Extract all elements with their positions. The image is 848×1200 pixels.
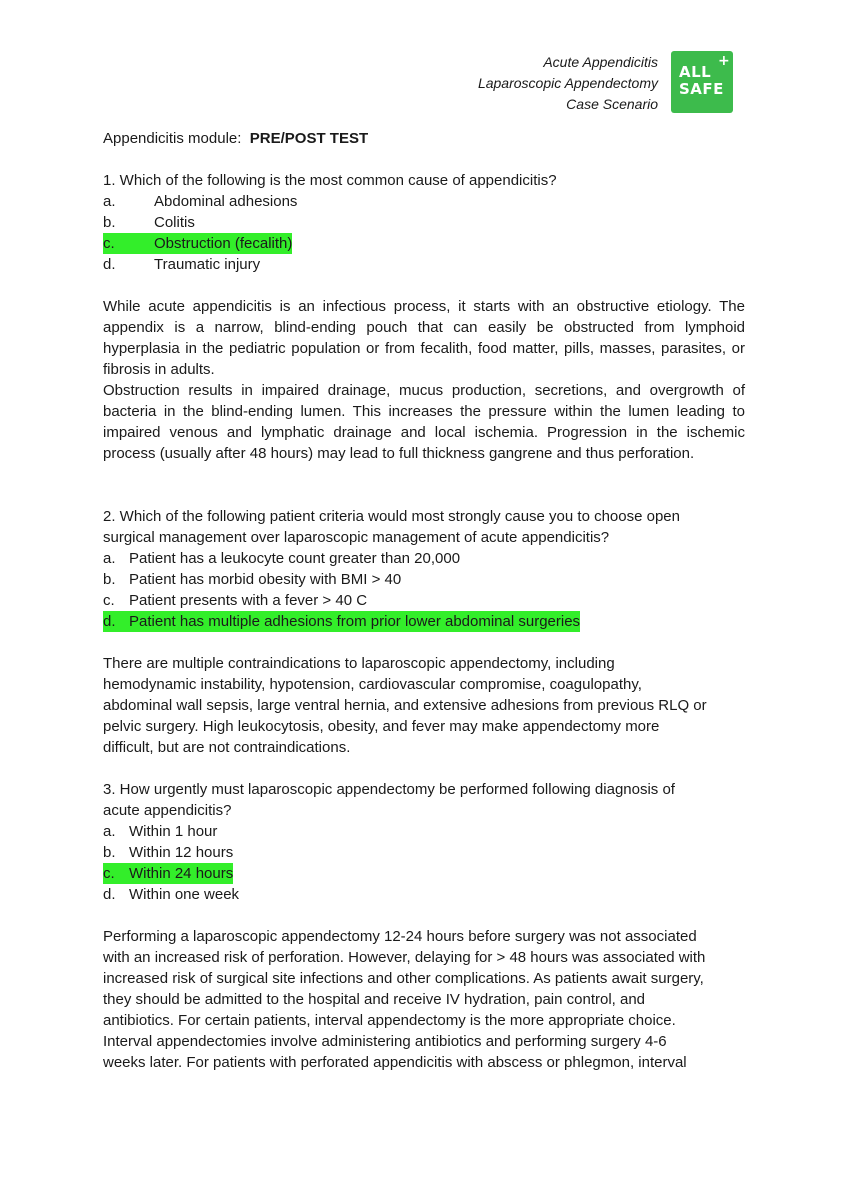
option-text: Colitis — [154, 214, 195, 231]
document-header — [478, 52, 658, 115]
option-letter: a. — [103, 193, 116, 210]
option-letter: b. — [103, 844, 116, 861]
q3-explanation-line-4: they should be admitted to the hospital and receive IV hydration, pain control, and — [103, 991, 646, 1008]
q2-explanation-line-2: hemodynamic instability, hypotension, cardiovascular compromise, coagulopathy, — [103, 676, 642, 693]
option-text: Within 12 hours — [129, 844, 234, 861]
q3-question-line-1: 3. How urgently must laparoscopic appendectomy be performed following diagnosis of — [103, 781, 675, 798]
q2-explanation-line-1: There are multiple contraindications to laparoscopic appendectomy, including — [103, 655, 615, 672]
q2-explanation-line-3: abdominal wall sepsis, large ventral hernia, and extensive adhesions from previous RLQ or — [103, 697, 707, 714]
correct-answer-highlight — [103, 863, 233, 884]
module-label: Appendicitis module: — [103, 130, 242, 147]
q3-explanation-line-2: with an increased risk of perforation. However, delaying for > 48 hours was associated with — [103, 949, 706, 966]
q3-explanation-line-1: Performing a laparoscopic appendectomy 12-24 hours before surgery was not associated — [103, 928, 697, 945]
q3-question-line-2: acute appendicitis? — [103, 802, 232, 819]
option-letter: b. — [103, 214, 116, 231]
option-letter: d. — [103, 886, 116, 903]
option-letter: b. — [103, 571, 116, 588]
q1-explanation-1: While acute appendicitis is an infectious process, it starts with an obstructive etiology. The appendix is a narrow, blind-ending pouch that can easily be obstructed from lymphoid hyperplasia in the pediatric population or from fecalith, food matter, pills, masses, parasites, or fibrosis in adults. — [103, 298, 745, 378]
q2-option-d-correct — [103, 611, 745, 632]
q1-option-b — [103, 212, 745, 233]
option-text: Patient has morbid obesity with BMI > 40 — [129, 571, 402, 588]
option-text: Within one week — [129, 886, 240, 903]
option-letter: c. — [103, 865, 115, 882]
option-text: Patient has multiple adhesions from prior lower abdominal surgeries — [129, 613, 581, 630]
document-body — [103, 128, 745, 1073]
header-line-1: Acute Appendicitis — [543, 54, 658, 70]
q3-explanation-line-6: Interval appendectomies involve administering antibiotics and performing surgery 4-6 — [103, 1033, 667, 1050]
q3-option-a — [103, 821, 745, 842]
option-letter: c. — [103, 592, 115, 609]
q3-option-b — [103, 842, 745, 863]
q1-option-a — [103, 191, 745, 212]
option-text: Within 24 hours — [129, 865, 234, 882]
option-letter: c. — [103, 235, 115, 252]
q2-explanation-line-5: difficult, but are not contraindications. — [103, 739, 351, 756]
module-heading — [103, 128, 745, 149]
module-title: PRE/POST TEST — [249, 130, 369, 147]
q2-explanation-line-4: pelvic surgery. High leukocytosis, obesity, and fever may make appendectomy more — [103, 718, 660, 735]
option-text: Patient has a leukocyte count greater than 20,000 — [129, 550, 461, 567]
header-line-3: Case Scenario — [566, 96, 658, 112]
q1-option-c-correct — [103, 233, 745, 254]
q2-option-a — [103, 548, 745, 569]
option-text: Patient presents with a fever > 40 C — [129, 592, 368, 609]
q2-option-b — [103, 569, 745, 590]
q1-option-d — [103, 254, 745, 275]
option-text: Within 1 hour — [129, 823, 218, 840]
logo-plus: + — [718, 53, 730, 69]
allsafe-logo — [671, 51, 733, 113]
q2-question-line-1: 2. Which of the following patient criteria would most strongly cause you to choose open — [103, 508, 680, 525]
logo-text-top: ALL — [679, 63, 712, 81]
q2-question-line-2: surgical management over laparoscopic management of acute appendicitis? — [103, 529, 610, 546]
option-letter: a. — [103, 823, 116, 840]
q2-option-c — [103, 590, 745, 611]
correct-answer-highlight — [103, 233, 292, 254]
q3-explanation-line-3: increased risk of surgical site infections and other complications. As patients await surgery, — [103, 970, 704, 987]
q3-option-c-correct — [103, 863, 745, 884]
q3-explanation-line-7: weeks later. For patients with perforated appendicitis with abscess or phlegmon, interval — [103, 1054, 687, 1071]
option-text: Abdominal adhesions — [154, 193, 298, 210]
option-text: Traumatic injury — [154, 256, 261, 273]
option-letter: a. — [103, 550, 116, 567]
option-letter: d. — [103, 256, 116, 273]
option-text: Obstruction (fecalith) — [154, 235, 293, 252]
q3-option-d — [103, 884, 745, 905]
q1-question: 1. Which of the following is the most common cause of appendicitis? — [103, 172, 557, 189]
option-letter: d. — [103, 613, 116, 630]
q1-explanation-2: Obstruction results in impaired drainage, mucus production, secretions, and overgrowth of bacteria in the blind-ending lumen. This increases the pressure within the lumen leading to impaired venous and lymphatic drainage and local ischemia. Progression in the ischemic process (usually after 48 hours) may lead to full thickness gangrene and thus perforation. — [103, 382, 745, 462]
q3-explanation-line-5: antibiotics. For certain patients, interval appendectomy is the more appropriate choice. — [103, 1012, 676, 1029]
correct-answer-highlight — [103, 611, 580, 632]
header-line-2: Laparoscopic Appendectomy — [477, 75, 658, 91]
logo-text-bottom: SAFE — [679, 80, 724, 98]
